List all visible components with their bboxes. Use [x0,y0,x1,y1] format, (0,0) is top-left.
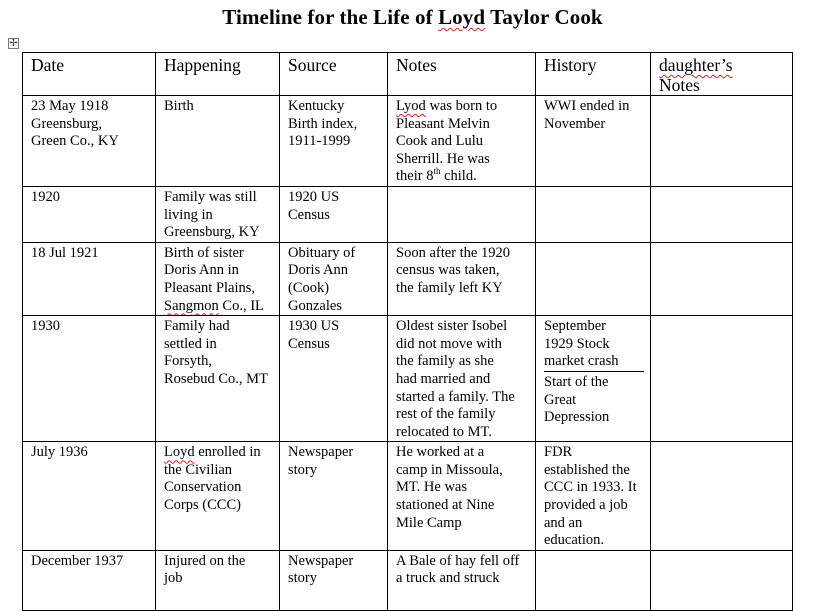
spellcheck-word: Lyod [396,98,426,114]
table-row [23,442,793,551]
title-spellcheck-word: Loyd [438,5,486,29]
header-daughters-notes: daughter’s Notes [651,53,793,96]
spellcheck-word: Sangmon [164,297,219,314]
header-notes: Notes [388,53,536,96]
cell-source[interactable]: Newspaper story [280,550,388,610]
table-row [23,242,793,315]
title-text: Timeline for the Life of [222,5,439,29]
table-row [23,550,793,610]
cell-source[interactable]: Obituary of Doris Ann (Cook) Gonzales [280,242,388,315]
history-divider: September 1929 Stock market crash [544,318,644,372]
table-row [23,186,793,242]
cell-daughters-notes[interactable] [651,316,793,442]
cell-date[interactable]: 23 May 1918 Greensburg, Green Co., KY [23,96,156,187]
cell-source[interactable]: Kentucky Birth index, 1911-1999 [280,96,388,187]
cell-date[interactable]: December 1937 [23,550,156,610]
cell-happening[interactable]: Family had settled in Forsyth, Rosebud Co., MT [156,316,280,442]
cell-source[interactable]: 1930 US Census [280,316,388,442]
cell-notes[interactable]: A Bale of hay fell off a truck and struck [388,550,536,610]
table-move-handle-icon[interactable]: ✢ [9,38,18,49]
cell-happening[interactable]: Family was still living in Greensburg, KY [156,186,280,242]
cell-notes[interactable]: Lyod was born to Pleasant Melvin Cook and Lulu Sherrill. He was their 8th child. [388,96,536,187]
cell-history[interactable] [536,186,651,242]
cell-happening[interactable]: Birth [156,96,280,187]
title-text-end: Taylor Cook [485,5,603,29]
cell-date[interactable]: 1920 [23,186,156,242]
document-title [0,5,825,30]
cell-daughters-notes[interactable] [651,242,793,315]
cell-daughters-notes[interactable] [651,550,793,610]
cell-happening[interactable]: Birth of sister Doris Ann in Pleasant Plains, Sangmon Co., IL [156,242,280,315]
cell-notes[interactable]: He worked at a camp in Missoula, MT. He was stationed at Nine Mile Camp [388,442,536,551]
spellcheck-word: Loyd [164,444,195,461]
table-row [23,96,793,187]
cell-notes[interactable]: Oldest sister Isobel did not move with the family as she had married and started a family. The rest of the family relocated to MT. [388,316,536,442]
cell-happening[interactable]: Injured on the job [156,550,280,610]
cell-daughters-notes[interactable] [651,186,793,242]
cell-history[interactable] [536,550,651,610]
header-source: Source [280,53,388,96]
timeline-table [22,52,793,611]
cell-date[interactable]: 18 Jul 1921 [23,242,156,315]
cell-history[interactable]: WWI ended in November [536,96,651,187]
cell-happening[interactable]: Loyd enrolled in the Civilian Conservation Corps (CCC) [156,442,280,551]
header-history: History [536,53,651,96]
table-row [23,316,793,442]
cell-notes[interactable]: Soon after the 1920 census was taken, the family left KY [388,242,536,315]
cell-history[interactable]: September 1929 Stock market crash Start of the Great Depression [536,316,651,442]
cell-source[interactable]: Newspaper story [280,442,388,551]
cell-date[interactable]: 1930 [23,316,156,442]
cell-source[interactable]: 1920 US Census [280,186,388,242]
header-happening: Happening [156,53,280,96]
cell-date[interactable]: July 1936 [23,442,156,551]
cell-history[interactable] [536,242,651,315]
header-row [23,53,793,96]
cell-daughters-notes[interactable] [651,442,793,551]
cell-daughters-notes[interactable] [651,96,793,187]
cell-history[interactable]: FDR established the CCC in 1933. It provided a job and an education. [536,442,651,551]
header-date: Date [23,53,156,96]
cell-notes[interactable] [388,186,536,242]
